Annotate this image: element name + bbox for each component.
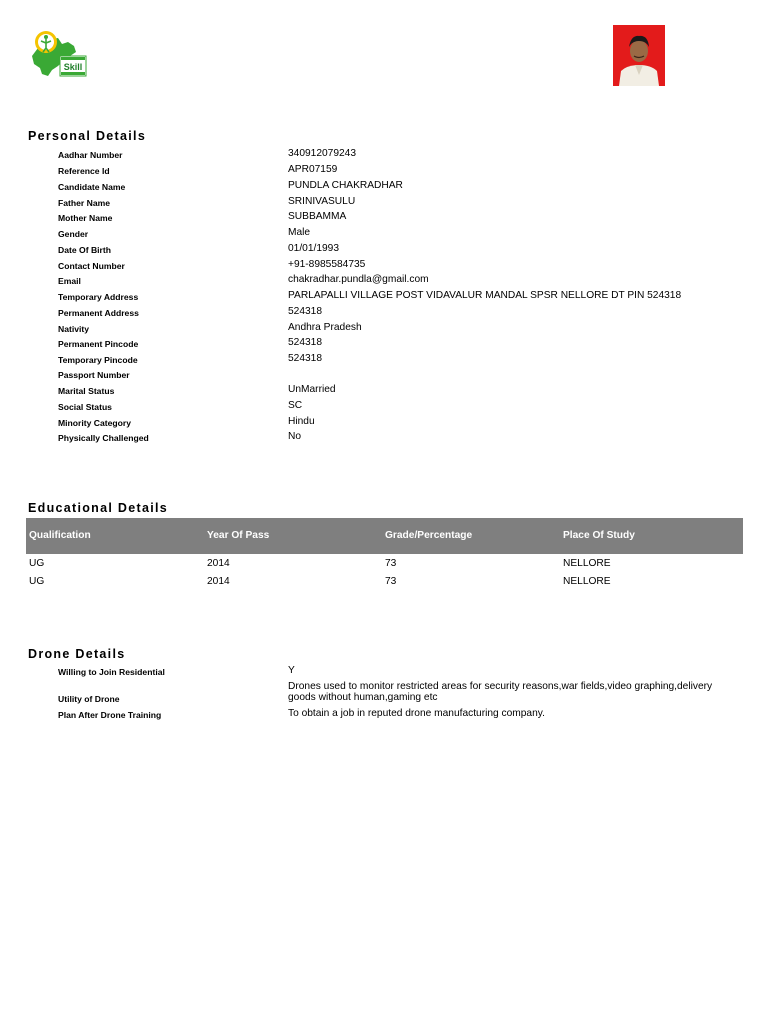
educational-details-title: Educational Details — [28, 501, 169, 515]
personal-row — [0, 384, 768, 400]
cell-year-of-pass: 2014 — [207, 558, 230, 569]
field-label: Email — [58, 276, 81, 286]
field-label: Nativity — [58, 324, 90, 334]
field-label: Gender — [58, 229, 89, 239]
personal-row — [0, 337, 768, 353]
field-label: Date Of Birth — [58, 245, 111, 255]
personal-row — [0, 368, 768, 384]
personal-row — [0, 243, 768, 259]
personal-row — [0, 259, 768, 275]
field-value: SUBBAMMA — [288, 211, 347, 222]
field-value: Andhra Pradesh — [288, 322, 362, 333]
field-value: Hindu — [288, 416, 315, 427]
field-label: Aadhar Number — [58, 150, 123, 160]
drone-details-title: Drone Details — [28, 647, 126, 661]
skill-logo — [28, 26, 90, 82]
drone-label: Utility of Drone — [58, 694, 120, 704]
personal-row — [0, 290, 768, 306]
header-grade-percentage: Grade/Percentage — [385, 530, 473, 541]
field-label: Permanent Pincode — [58, 339, 139, 349]
field-label: Passport Number — [58, 370, 130, 380]
field-label: Mother Name — [58, 213, 113, 223]
cell-qualification: UG — [29, 558, 45, 569]
table-row — [0, 576, 768, 592]
cell-grade: 73 — [385, 558, 397, 569]
field-label: Permanent Address — [58, 308, 139, 318]
field-label: Minority Category — [58, 418, 132, 428]
field-label: Reference Id — [58, 166, 110, 176]
field-value: No — [288, 431, 302, 442]
field-value: 340912079243 — [288, 148, 356, 159]
field-value: APR07159 — [288, 164, 338, 175]
personal-row — [0, 196, 768, 212]
personal-row — [0, 148, 768, 164]
drone-value: To obtain a job in reputed drone manufacturing company. — [288, 708, 545, 719]
cell-grade: 73 — [385, 576, 397, 587]
field-value: PUNDLA CHAKRADHAR — [288, 180, 403, 191]
field-label: Physically Challenged — [58, 433, 149, 443]
field-label: Father Name — [58, 198, 111, 208]
drone-row-willing-residential — [0, 665, 768, 681]
header-place-of-study: Place Of Study — [563, 530, 635, 541]
field-value: SC — [288, 400, 303, 411]
field-value: SRINIVASULU — [288, 196, 356, 207]
cell-qualification: UG — [29, 576, 45, 587]
drone-row-plan — [0, 708, 768, 724]
field-value: PARLAPALLI VILLAGE POST VIDAVALUR MANDAL SPSR NELLORE DT PIN 524318 — [288, 290, 682, 301]
field-value: 524318 — [288, 353, 322, 364]
personal-row — [0, 274, 768, 290]
field-value: Male — [288, 227, 311, 238]
field-label: Temporary Address — [58, 292, 139, 302]
field-label: Candidate Name — [58, 182, 126, 192]
table-row — [0, 558, 768, 574]
candidate-photo — [613, 25, 665, 86]
personal-details-title: Personal Details — [28, 129, 147, 143]
personal-row — [0, 431, 768, 447]
header-year-of-pass: Year Of Pass — [207, 530, 270, 541]
personal-row — [0, 416, 768, 432]
field-label: Temporary Pincode — [58, 355, 138, 365]
field-label: Marital Status — [58, 386, 115, 396]
personal-row — [0, 322, 768, 338]
field-value: UnMarried — [288, 384, 336, 395]
cell-year-of-pass: 2014 — [207, 576, 230, 587]
logo-skill-text: Skill — [63, 62, 83, 72]
field-label: Contact Number — [58, 261, 125, 271]
personal-row — [0, 164, 768, 180]
field-label: Social Status — [58, 402, 112, 412]
field-value: 524318 — [288, 337, 322, 348]
cell-place-of-study: NELLORE — [563, 576, 611, 587]
personal-row — [0, 180, 768, 196]
candidate-photo-icon — [613, 25, 665, 86]
personal-row — [0, 227, 768, 243]
personal-row — [0, 353, 768, 369]
drone-row-utility — [0, 682, 768, 706]
drone-value: Y — [288, 665, 295, 676]
field-value: 01/01/1993 — [288, 243, 339, 254]
drone-value: Drones used to monitor restricted areas for security reasons,war fields,video graphing,delivery goods without human,gaming etc — [288, 681, 713, 703]
field-value: 524318 — [288, 306, 322, 317]
drone-label: Willing to Join Residential — [58, 667, 165, 677]
cell-place-of-study: NELLORE — [563, 558, 611, 569]
andhra-pradesh-skill-logo-icon — [28, 26, 90, 82]
drone-label: Plan After Drone Training — [58, 710, 162, 720]
field-value: chakradhar.pundla@gmail.com — [288, 274, 429, 285]
education-table-header — [26, 518, 743, 554]
field-value: +91-8985584735 — [288, 259, 366, 270]
personal-row — [0, 306, 768, 322]
personal-row — [0, 400, 768, 416]
header-qualification: Qualification — [29, 530, 91, 541]
personal-row — [0, 211, 768, 227]
